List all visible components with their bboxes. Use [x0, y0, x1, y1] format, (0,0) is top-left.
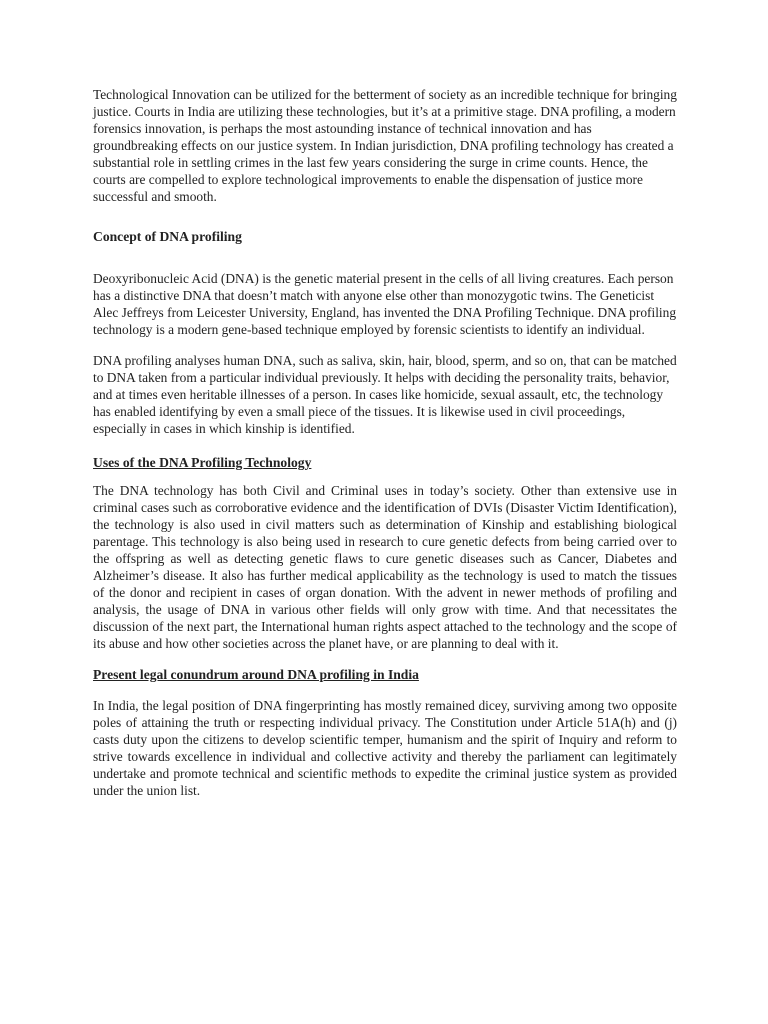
spacer: [93, 683, 677, 697]
spacer: [93, 245, 677, 270]
section-heading-concept: Concept of DNA profiling: [93, 229, 242, 244]
uses-paragraph: The DNA technology has both Civil and Criminal uses in today’s society. Other than extensive use in criminal cases such as corroborative evidence and the identification of DVIs (Disaster Victim Identification), the technology is also used in civil matters such as determination of Kinship and establishing biological parentage. This technology is also being used in research to cure genetic defects from being carried over to the offspring as well as detecting genetic flaws to cure genetic diseases such as Cancer, Diabetes and Alzheimer’s disease. It also has further medical applicability as the technology is used to match the tissues of the donor and recipient in cases of organ donation. With the advent in newer methods of profiling and analysis, the usage of DNA in various other fields will only grow with time. And that necessitates the discussion of the next part, the International human rights aspect attached to the technology and the scope of its abuse and how other societies across the planet have, or are planning to deal with it.: [93, 483, 677, 651]
intro-paragraph: Technological Innovation can be utilized for the betterment of society as an incredible technique for bringing justice. Courts in India are utilizing these technologies, but it’s at a primitive stage. DNA profiling, a modern forensics innovation, is perhaps the most astounding instance of technical innovation and has groundbreaking effects on our justice system. In Indian jurisdiction, DNA profiling technology has created a substantial role in settling crimes in the last few years considering the surge in crime counts. Hence, the courts are compelled to explore technological improvements to enable the dispensation of justice more successful and smooth.: [93, 87, 677, 204]
concept-paragraph-2: DNA profiling analyses human DNA, such as saliva, skin, hair, blood, sperm, and so on, that can be matched to DNA taken from a particular individual previously. It helps with deciding the personality traits, behavior, and at times even heritable illnesses of a person. In cases like homicide, sexual assault, etc, the technology has enabled identifying by even a small piece of the tissues. It is likewise used in civil proceedings, especially in cases in which kinship is identified.: [93, 353, 677, 436]
document-page: [93, 86, 677, 799]
spacer: [93, 652, 677, 666]
section-heading-uses: Uses of the DNA Profiling Technology: [93, 455, 312, 470]
spacer: [93, 338, 677, 352]
concept-paragraph-1: Deoxyribonucleic Acid (DNA) is the genetic material present in the cells of all living creatures. Each person has a distinctive DNA that doesn’t match with anyone else other than monozygotic twins. The Geneticist Alec Jeffreys from Leicester University, England, has invented the DNA Profiling Technique. DNA profiling technology is a modern gene-based technique employed by forensic scientists to identify an individual.: [93, 271, 677, 337]
section-heading-legal: Present legal conundrum around DNA profiling in India: [93, 667, 419, 682]
spacer: [93, 205, 677, 228]
legal-paragraph: In India, the legal position of DNA fingerprinting has mostly remained dicey, surviving among two opposite poles of attaining the truth or respecting individual privacy. The Constitution under Article 51A(h) and (j) casts duty upon the citizens to develop scientific temper, humanism and the spirit of Inquiry and reform to strive towards excellence in individual and collective activity and thereby the parliament can legitimately undertake and promote technical and scientific methods to expedite the criminal justice system as provided under the union list.: [93, 698, 677, 798]
spacer: [93, 437, 677, 454]
spacer: [93, 471, 677, 482]
